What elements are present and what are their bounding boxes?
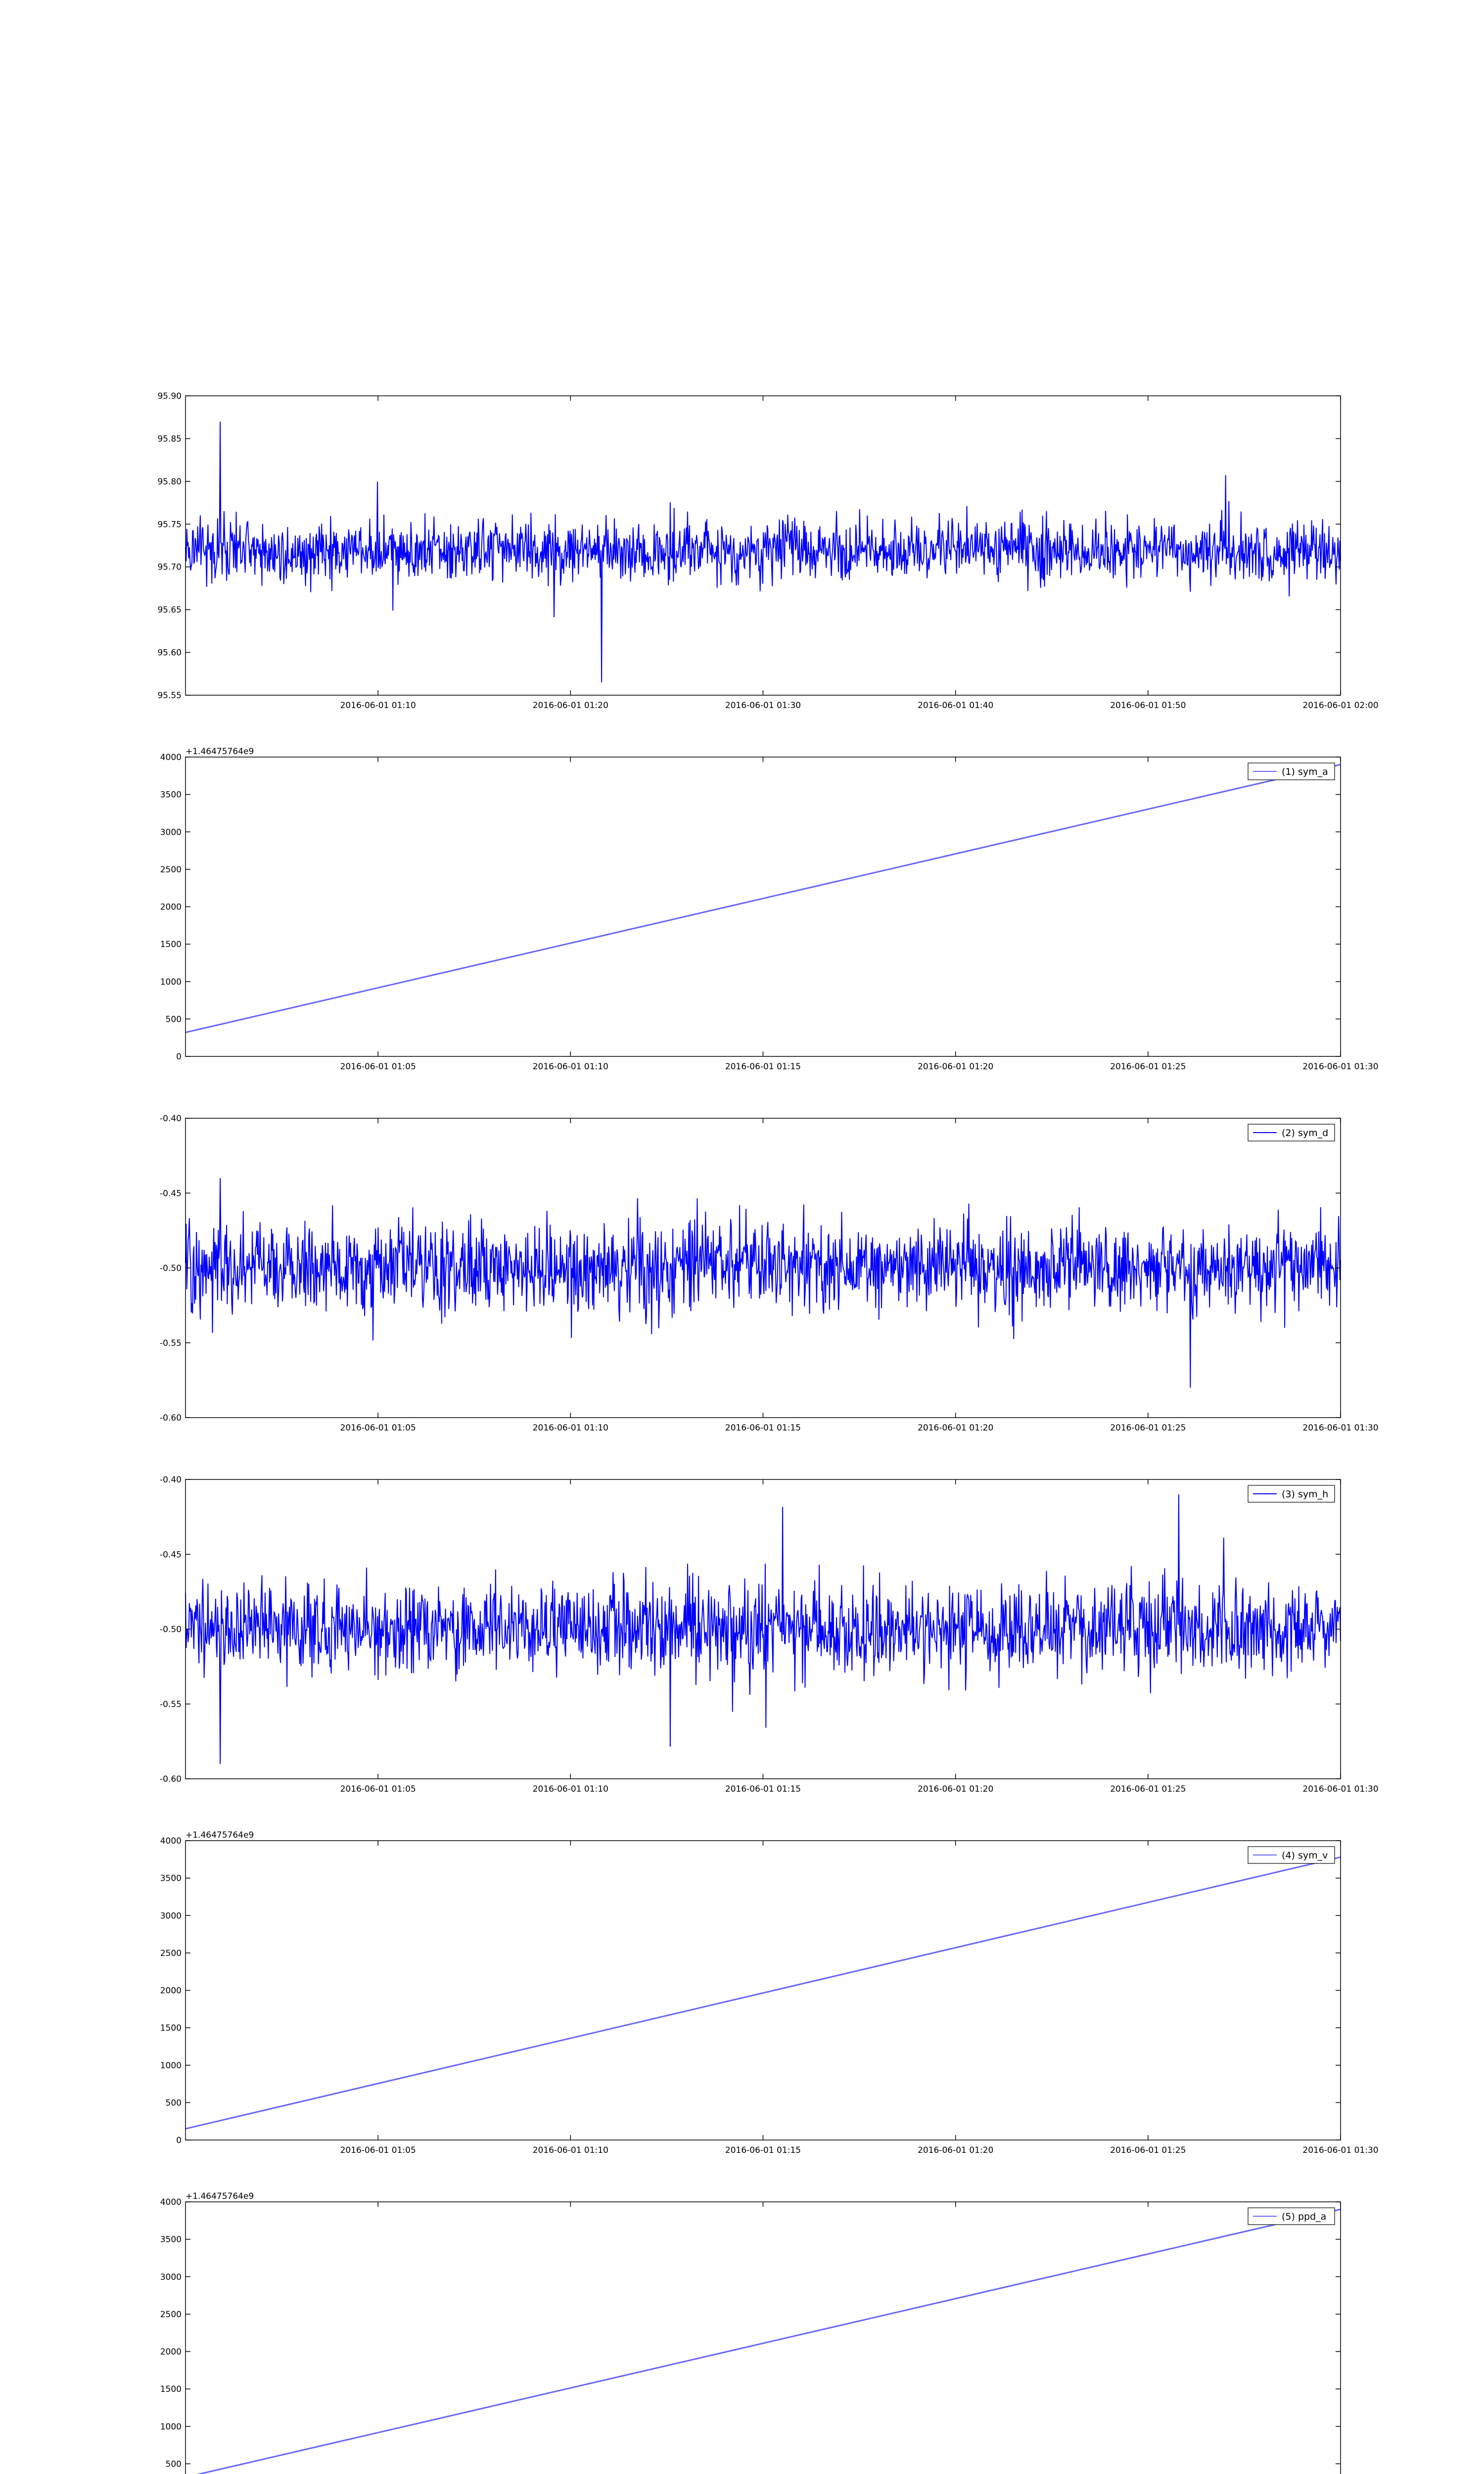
y-tick-label: 2500 (160, 2309, 182, 2320)
y-tick-label: 3500 (160, 790, 182, 800)
legend-label: (5) ppd_a (1282, 2211, 1327, 2222)
x-tick-label: 2016-06-01 01:05 (340, 2145, 416, 2155)
x-tick-label: 2016-06-01 01:40 (918, 701, 994, 711)
y-tick-label: 2000 (160, 902, 182, 912)
axes-frame (186, 1841, 1341, 2140)
y-tick-label: 2000 (160, 1986, 182, 1996)
y-tick-label: 95.85 (157, 434, 182, 444)
x-tick-label: 2016-06-01 01:10 (532, 2145, 608, 2155)
legend-label: (2) sym_d (1282, 1128, 1329, 1139)
legend (1248, 1124, 1335, 1141)
x-tick-label: 2016-06-01 02:00 (1302, 701, 1379, 711)
x-tick-label: 2016-06-01 01:20 (918, 1423, 994, 1433)
legend (1248, 2208, 1335, 2225)
y-tick-label: 500 (165, 1014, 182, 1025)
y-tick-label: -0.50 (160, 1263, 182, 1274)
x-tick-label: 2016-06-01 01:25 (1110, 1062, 1186, 1072)
x-tick-label: 2016-06-01 01:05 (340, 1062, 416, 1072)
x-tick-label: 2016-06-01 01:25 (1110, 1784, 1186, 1794)
x-tick-label: 2016-06-01 01:20 (918, 2145, 994, 2155)
y-tick-label: 3500 (160, 2235, 182, 2245)
y-tick-label: 1000 (160, 2422, 182, 2432)
x-tick-label: 2016-06-01 01:05 (340, 1423, 416, 1433)
x-tick-label: 2016-06-01 01:25 (1110, 1423, 1186, 1433)
y-tick-label: 500 (165, 2098, 182, 2108)
x-tick-label: 2016-06-01 01:25 (1110, 2145, 1186, 2155)
x-tick-label: 2016-06-01 01:30 (725, 701, 801, 711)
y-tick-label: 95.80 (157, 476, 182, 487)
x-tick-label: 2016-06-01 01:30 (1302, 1784, 1379, 1794)
y-tick-label: -0.50 (160, 1624, 182, 1635)
y-tick-label: -0.40 (160, 1475, 182, 1485)
x-tick-label: 2016-06-01 01:15 (725, 2145, 801, 2155)
y-tick-label: 2500 (160, 1948, 182, 1958)
y-tick-label: 1000 (160, 2060, 182, 2071)
subplot-2 (160, 1114, 1379, 1433)
x-tick-label: 2016-06-01 01:20 (918, 1062, 994, 1072)
axes-frame (186, 757, 1341, 1056)
y-tick-label: 2500 (160, 864, 182, 875)
x-tick-label: 2016-06-01 01:10 (532, 1062, 608, 1072)
y-tick-label: -0.40 (160, 1114, 182, 1124)
y-tick-label: 500 (165, 2459, 182, 2470)
axis-offset-text: +1.46475764e9 (186, 1830, 254, 1840)
y-tick-label: 95.75 (157, 520, 182, 530)
y-tick-label: 3500 (160, 1873, 182, 1884)
legend (1248, 763, 1335, 780)
y-tick-label: 95.65 (157, 605, 182, 616)
y-tick-label: 3000 (160, 2272, 182, 2283)
x-tick-label: 2016-06-01 01:30 (1302, 1423, 1379, 1433)
y-tick-label: 3000 (160, 827, 182, 838)
series-line (186, 1494, 1341, 1764)
y-tick-label: -0.60 (160, 1413, 182, 1423)
y-tick-label: 4000 (160, 2197, 182, 2207)
y-tick-label: 0 (176, 2136, 182, 2145)
legend (1248, 1847, 1335, 1863)
y-tick-label: 95.90 (157, 391, 182, 401)
subplot-3 (160, 1475, 1379, 1794)
y-tick-label: 3000 (160, 1911, 182, 1921)
series-line (186, 1857, 1341, 2129)
x-tick-label: 2016-06-01 01:10 (340, 701, 416, 711)
y-tick-label: 1000 (160, 977, 182, 987)
subplot-0 (157, 391, 1378, 711)
y-tick-label: 1500 (160, 2384, 182, 2395)
y-tick-label: 1500 (160, 940, 182, 950)
series-line (186, 422, 1341, 682)
series-line (186, 1178, 1341, 1388)
y-tick-label: 95.70 (157, 562, 182, 572)
subplot-4 (160, 1830, 1379, 2155)
y-tick-label: 0 (176, 1052, 182, 1062)
y-tick-label: -0.55 (160, 1338, 182, 1348)
y-tick-label: 1500 (160, 2023, 182, 2034)
y-tick-label: 4000 (160, 753, 182, 762)
x-tick-label: 2016-06-01 01:20 (532, 701, 608, 711)
x-tick-label: 2016-06-01 01:10 (532, 1784, 608, 1794)
legend-label: (1) sym_a (1282, 766, 1328, 777)
series-line (186, 764, 1341, 1033)
x-tick-label: 2016-06-01 01:30 (1302, 2145, 1379, 2155)
axis-offset-text: +1.46475764e9 (186, 747, 254, 757)
x-tick-label: 2016-06-01 01:30 (1302, 1062, 1379, 1072)
x-tick-label: 2016-06-01 01:10 (532, 1423, 608, 1433)
y-tick-label: 4000 (160, 1836, 182, 1846)
legend (1248, 1485, 1335, 1502)
x-tick-label: 2016-06-01 01:15 (725, 1423, 801, 1433)
x-tick-label: 2016-06-01 01:15 (725, 1784, 801, 1794)
y-tick-label: -0.60 (160, 1774, 182, 1784)
y-tick-label: 95.60 (157, 648, 182, 658)
x-tick-label: 2016-06-01 01:50 (1110, 701, 1186, 711)
y-tick-label: -0.45 (160, 1550, 182, 1560)
y-tick-label: -0.55 (160, 1699, 182, 1710)
x-tick-label: 2016-06-01 01:05 (340, 1784, 416, 1794)
y-tick-label: 2000 (160, 2347, 182, 2357)
series-line (186, 2209, 1341, 2474)
axes-frame (186, 2202, 1341, 2474)
y-tick-label: -0.45 (160, 1189, 182, 1199)
axis-offset-text: +1.46475764e9 (186, 2191, 254, 2201)
legend-label: (4) sym_v (1282, 1850, 1328, 1861)
x-tick-label: 2016-06-01 01:20 (918, 1784, 994, 1794)
x-tick-label: 2016-06-01 01:15 (725, 1062, 801, 1072)
legend-label: (3) sym_h (1282, 1489, 1329, 1500)
y-tick-label: 95.55 (157, 691, 182, 701)
subplot-5 (160, 2191, 1379, 2474)
subplot-1 (160, 747, 1379, 1072)
